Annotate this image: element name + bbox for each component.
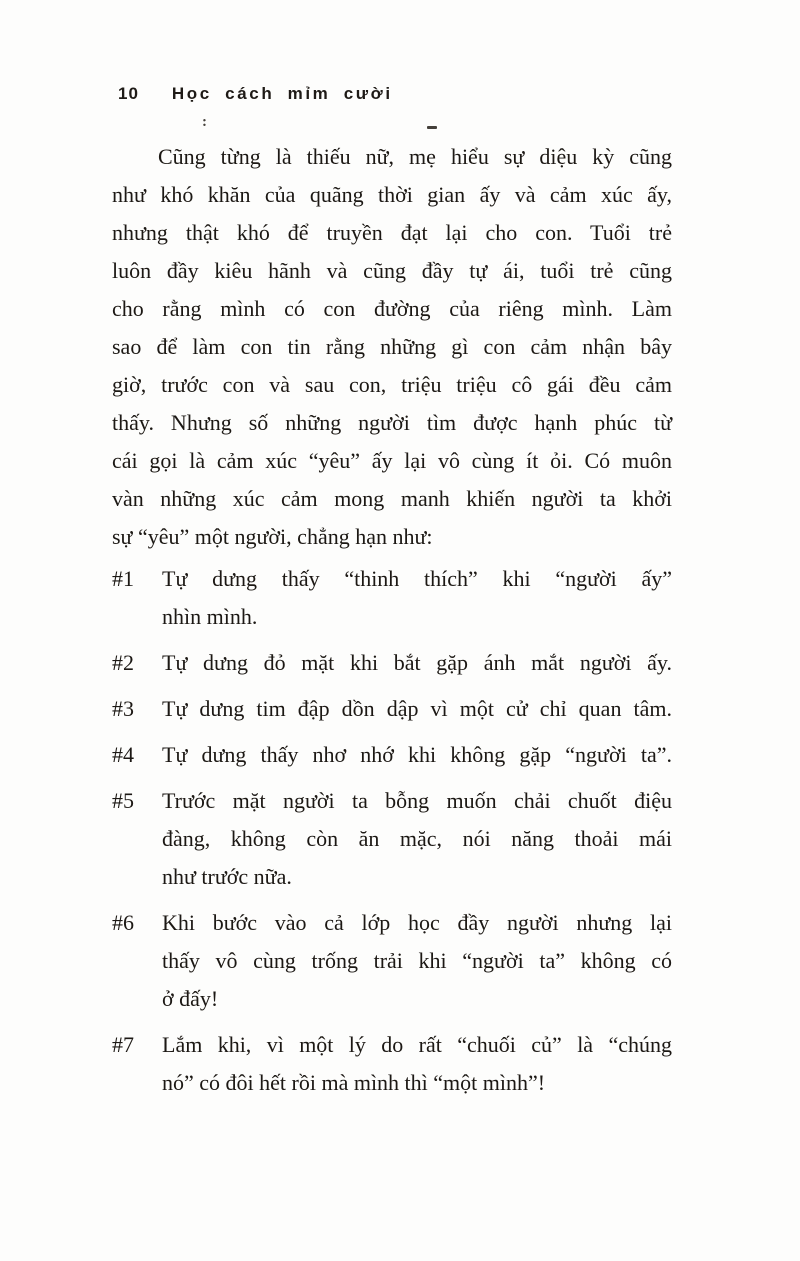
item-line: Tự dưng tim đập dồn dập vì một cử chỉ quan tâm. <box>162 696 672 721</box>
body-text <box>112 138 672 1110</box>
paragraph-line: sao để làm con tin rằng những gì con cảm nhận bây <box>112 334 672 359</box>
item-line: Tự dưng thấy nhơ nhớ khi không gặp “người ta”. <box>162 742 672 767</box>
paragraph-line: vàn những xúc cảm mong manh khiến người ta khởi <box>112 486 672 511</box>
paragraph-line: luôn đầy kiêu hãnh và cũng đầy tự ái, tuổi trẻ cũng <box>112 258 672 283</box>
item-number: #6 <box>112 910 134 935</box>
paragraph <box>112 138 672 556</box>
item-line: Khi bước vào cả lớp học đầy người nhưng lại <box>162 910 672 935</box>
paragraph-line: như khó khăn của quãng thời gian ấy và cảm xúc ấy, <box>112 182 672 207</box>
item-number: #7 <box>112 1032 134 1057</box>
item-number: #4 <box>112 742 134 767</box>
item-line: đàng, không còn ăn mặc, nói năng thoải mái <box>162 826 672 851</box>
scan-artifact-dash <box>427 126 437 129</box>
emotion-list <box>112 560 672 1102</box>
item-number: #5 <box>112 788 134 813</box>
item-text <box>162 1026 672 1102</box>
item-line: Tự dưng đỏ mặt khi bắt gặp ánh mắt người ấy. <box>162 650 672 675</box>
list-item-7 <box>112 1026 672 1102</box>
list-item-5 <box>112 782 672 896</box>
paragraph-line: giờ, trước con và sau con, triệu triệu cô gái đều cảm <box>112 372 672 397</box>
item-text <box>162 782 672 896</box>
item-text <box>162 690 672 728</box>
paragraph-line: sự “yêu” một người, chẳng hạn như: <box>112 524 433 549</box>
paragraph-line: thấy. Nhưng số những người tìm được hạnh phúc từ <box>112 410 672 435</box>
item-line: Lắm khi, vì một lý do rất “chuối củ” là “chúng <box>162 1032 672 1057</box>
item-text <box>162 560 672 636</box>
list-item-6 <box>112 904 672 1018</box>
page-number: 10 <box>118 84 139 103</box>
list-item-4 <box>112 736 672 774</box>
paragraph-line: cái gọi là cảm xúc “yêu” ấy lại vô cùng ít ỏi. Có muôn <box>112 448 672 473</box>
item-number: #3 <box>112 696 134 721</box>
item-line: ở đấy! <box>162 986 219 1011</box>
scan-artifact-colon: : <box>202 114 207 130</box>
item-text <box>162 644 672 682</box>
paragraph-line: cho rằng mình có con đường của riêng mình. Làm <box>112 296 672 321</box>
page-header <box>118 84 393 104</box>
page-title: Học cách mỉm cười <box>171 84 393 103</box>
item-text <box>162 904 672 1018</box>
list-item-3 <box>112 690 672 728</box>
item-line: nó” có đôi hết rồi mà mình thì “một mình”! <box>162 1070 546 1095</box>
item-line: như trước nữa. <box>162 864 292 889</box>
item-line: thấy vô cùng trống trải khi “người ta” không có <box>162 948 672 973</box>
paragraph-line: nhưng thật khó để truyền đạt lại cho con. Tuổi trẻ <box>112 220 672 245</box>
item-line: Tự dưng thấy “thinh thích” khi “người ấy” <box>162 566 672 591</box>
list-item-1 <box>112 560 672 636</box>
item-number: #1 <box>112 566 134 591</box>
list-item-2 <box>112 644 672 682</box>
item-text <box>162 736 672 774</box>
item-line: Trước mặt người ta bỗng muốn chải chuốt điệu <box>162 788 672 813</box>
item-number: #2 <box>112 650 134 675</box>
item-line: nhìn mình. <box>162 604 258 629</box>
paragraph-line: Cũng từng là thiếu nữ, mẹ hiểu sự diệu kỳ cũng <box>158 144 672 169</box>
